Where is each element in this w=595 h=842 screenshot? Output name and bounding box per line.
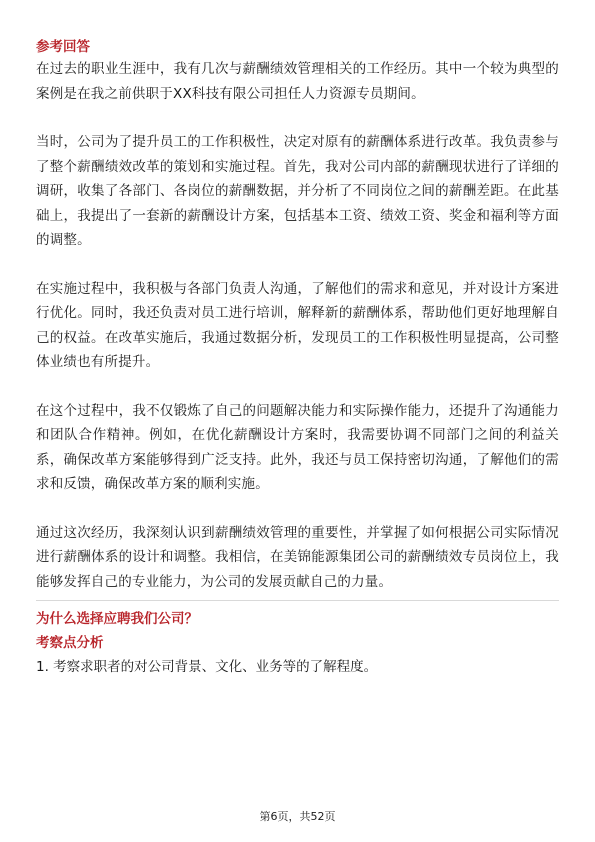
paragraph-gap bbox=[36, 497, 559, 521]
answer-paragraph-2: 当时，公司为了提升员工的工作积极性，决定对原有的薪酬体系进行改革。我负责参与了整个薪酬绩效改革的策划和实施过程。首先，我对公司内部的薪酬现状进行了详细的调研，收集了各部门、各岗位的薪酬数据，并分析了不同岗位之间的薪酬差距。在此基础上，我提出了一套新的薪酬设计方案，包括基本工资、绩效工资、奖金和福利等方面的调整。 bbox=[36, 134, 559, 248]
analysis-item-1: 1. 考察求职者的对公司背景、文化、业务等的了解程度。 bbox=[36, 659, 378, 675]
section-divider bbox=[36, 600, 559, 601]
paragraph-gap bbox=[36, 375, 559, 399]
answer-paragraph-4: 在这个过程中，我不仅锻炼了自己的问题解决能力和实际操作能力，还提升了沟通能力和团队合作精神。例如，在优化薪酬设计方案时，我需要协调不同部门之间的利益关系，确保改革方案能够得到广泛支持。此外，我还与员工保持密切沟通，了解他们的需求和反馈，确保改革方案的顺利实施。 bbox=[36, 402, 559, 492]
paragraph-gap bbox=[36, 106, 559, 130]
answer-paragraph-1: 在过去的职业生涯中，我有几次与薪酬绩效管理相关的工作经历。其中一个较为典型的案例是在我之前供职于XX科技有限公司担任人力资源专员期间。 bbox=[36, 61, 559, 102]
analysis-heading: 考察点分析 bbox=[36, 635, 104, 651]
answer-paragraph-5: 通过这次经历，我深刻认识到薪酬绩效管理的重要性，并掌握了如何根据公司实际情况进行薪酬体系的设计和调整。我相信，在美锦能源集团公司的薪酬绩效专员岗位上，我能够发挥自己的专业能力，为公司的发展贡献自己的力量。 bbox=[36, 524, 559, 590]
answer-paragraph-3: 在实施过程中，我积极与各部门负责人沟通，了解他们的需求和意见，并对设计方案进行优化。同时，我还负责对员工进行培训，解释新的薪酬体系，帮助他们更好地理解自己的权益。在改革实施后，我通过数据分析，发现员工的工作积极性明显提高，公司整体业绩也有所提升。 bbox=[36, 280, 559, 370]
answer-heading: 参考回答 bbox=[36, 39, 90, 55]
paragraph-gap bbox=[36, 253, 559, 277]
question-title: 为什么选择应聘我们公司？ bbox=[36, 611, 198, 627]
page-number: 第6页，共52页 bbox=[259, 810, 336, 823]
page-content bbox=[36, 37, 559, 679]
